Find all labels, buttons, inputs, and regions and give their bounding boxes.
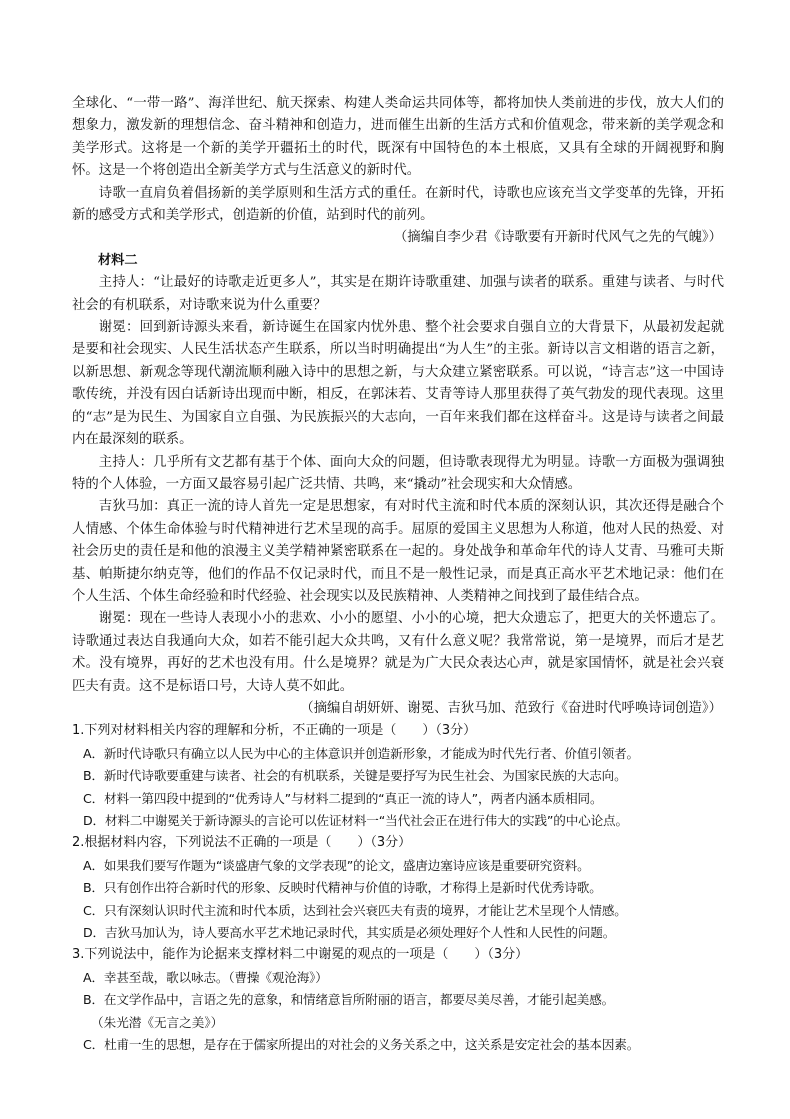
material2-paragraph-3: 主持人：几乎所有文艺都有基于个体、面向大众的问题，但诗歌表现得尤为明显。诗歌一方面极为强调独特的个人体验，一方面又最容易引起广泛共情、共鸣，来“撬动”社会现实和大众情感。 xyxy=(72,454,724,492)
material2-paragraph-5: 谢冕：现在一些诗人表现小小的悲欢、小小的愿望、小小的心境，把大众遗忘了，把更大的关怀遗忘了。诗歌通过表达自我通向大众，如若不能引起大众共鸣，又有什么意义呢？我常常说，第一是境界，而后才是艺术。没有境界，再好的艺术也没有用。什么是境界？就是为广大民众表达心声，就是家国情怀，就是社会兴衰匹夫有责。这不是标语口号，大诗人莫不如此。 xyxy=(72,611,724,694)
question-3-option-a: A．幸甚至哉，歌以咏志。（曹操《观沧海》） xyxy=(83,969,328,985)
question-2-option-b: B．只有创作出符合新时代的形象、反映时代精神与价值的诗歌，才称得上是新时代优秀诗歌。 xyxy=(83,880,602,896)
question-2-option-d: D．吉狄马加认为，诗人要高水平艺术地记录时代，其实质是必须处理好个人性和人民性的问题。 xyxy=(83,925,616,941)
exam-page xyxy=(72,93,724,1056)
question-1-stem: 1.下列对材料相关内容的理解和分析，不正确的一项是（ ）（3分） xyxy=(72,723,477,739)
question-2-option-c: C．只有深刻认识时代主流和时代本质，达到社会兴衰匹夫有责的境界，才能让艺术呈现个人情感。 xyxy=(83,902,627,918)
material2-paragraph-4: 吉狄马加：真正一流的诗人首先一定是思想家，有对时代主流和时代本质的深刻认识，其次还得是融合个人情感、个体生命体验与时代精神进行艺术呈现的高手。屈原的爱国主义思想为人称道，他对人民的热爱、对社会历史的责任是和他的浪漫主义美学精神紧密联系在一起的。身处战争和革命年代的诗人艾青、马雅可夫斯基、帕斯捷尔纳克等，他们的作品不仅记录时代，而且不是一般性记录，而是真正高水平艺术地记录：他们在个人生活、个体生命经验和时代经验、社会现实以及民族精神、人类精神之间找到了最佳结合点。 xyxy=(72,499,724,604)
material2-heading: 材料二 xyxy=(98,252,138,268)
question-2-option-a: A．如果我们要写作题为“谈盛唐气象的文学表现”的论文，盛唐边塞诗应该是重要研究资料。 xyxy=(83,857,590,873)
material2-paragraph-1: 主持人：“让最好的诗歌走近更多人”，其实是在期许诗歌重建、加强与读者的联系。重建与读者、与时代社会的有机联系，对诗歌来说为什么重要？ xyxy=(72,275,724,313)
question-3-stem: 3.下列说法中，能作为论据来支撑材料二中谢冕的观点的一项是（ ）（3分） xyxy=(72,947,529,963)
question-1-option-b: B．新时代诗歌要重建与读者、社会的有机联系，关键是要抒写为民生社会、为国家民族的大志向。 xyxy=(83,768,627,784)
material1-paragraph-1: 全球化、“一带一路”、海洋世纪、航天探索、构建人类命运共同体等，都将加快人类前进的步伐，放大人们的想象力，激发新的理想信念、奋斗精神和创造力，进而催生出新的生活方式和价值观念，带来新的美学观念和美学形式。这将是一个新的美学开疆拓土的时代，既深有中国特色的本土根底，又具有全球的开阔视野和胸怀。这是一个将创造出全新美学方式与生活意义的新时代。 xyxy=(72,96,724,179)
question-2-stem: 2.根据材料内容，下列说法不正确的一项是（ ）（3分） xyxy=(72,835,412,851)
material2-paragraph-2: 谢冕：回到新诗源头来看，新诗诞生在国家内忧外患、整个社会要求自强自立的大背景下，从最初发起就是要和社会现实、人民生活状态产生联系，所以当时明确提出“为人生”的主张。新诗以言文相谐的语言之新，以新思想、新观念等现代潮流顺利融入诗中的思想之新，与大众建立紧密联系。可以说，“诗言志”这一中国诗歌传统，并没有因白话新诗出现而中断，相反，在郭沫若、艾青等诗人那里获得了英气勃发的现代表现。这里的“志”是为民生、为国家自立自强、为民族振兴的大志向，一百年来我们都在这样奋斗。这是诗与读者之间最内在最深刻的联系。 xyxy=(72,320,724,448)
question-3-option-b: B．在文学作品中，言语之先的意象，和情绪意旨所附丽的语言，都要尽美尽善，才能引起美感。 xyxy=(83,992,615,1008)
question-3-option-c: C．杜甫一生的思想，是存在于儒家所提出的对社会的义务关系之中，这关系是安定社会的基本因素。 xyxy=(83,1037,640,1053)
material1-source: （摘编自李少君《诗歌要有开新时代风气之先的气魄》） xyxy=(393,230,722,246)
material2-source: （摘编自胡妍妍、谢冕、吉狄马加、范致行《奋进时代呼唤诗词创造》） xyxy=(300,700,722,716)
material1-paragraph-2: 诗歌一直肩负着倡扬新的美学原则和生活方式的重任。在新时代，诗歌也应该充当文学变革的先锋，开拓新的感受方式和美学形式，创造新的价值，站到时代的前列。 xyxy=(72,185,724,224)
question-3-option-b-source: （朱光潜《无言之美》） xyxy=(91,1014,224,1030)
question-1-option-d: D．材料二中谢冕关于新诗源头的言论可以佐证材料一“当代社会正在进行伟大的实践”的中心论点。 xyxy=(83,813,628,828)
question-1-option-a: A．新时代诗歌只有确立以人民为中心的主体意识并创造新形象，才能成为时代先行者、价值引领者。 xyxy=(83,745,639,761)
question-1-option-c: C．材料一第四段中提到的“优秀诗人”与材料二提到的“真正一流的诗人”，两者内涵本质相同。 xyxy=(83,790,603,806)
